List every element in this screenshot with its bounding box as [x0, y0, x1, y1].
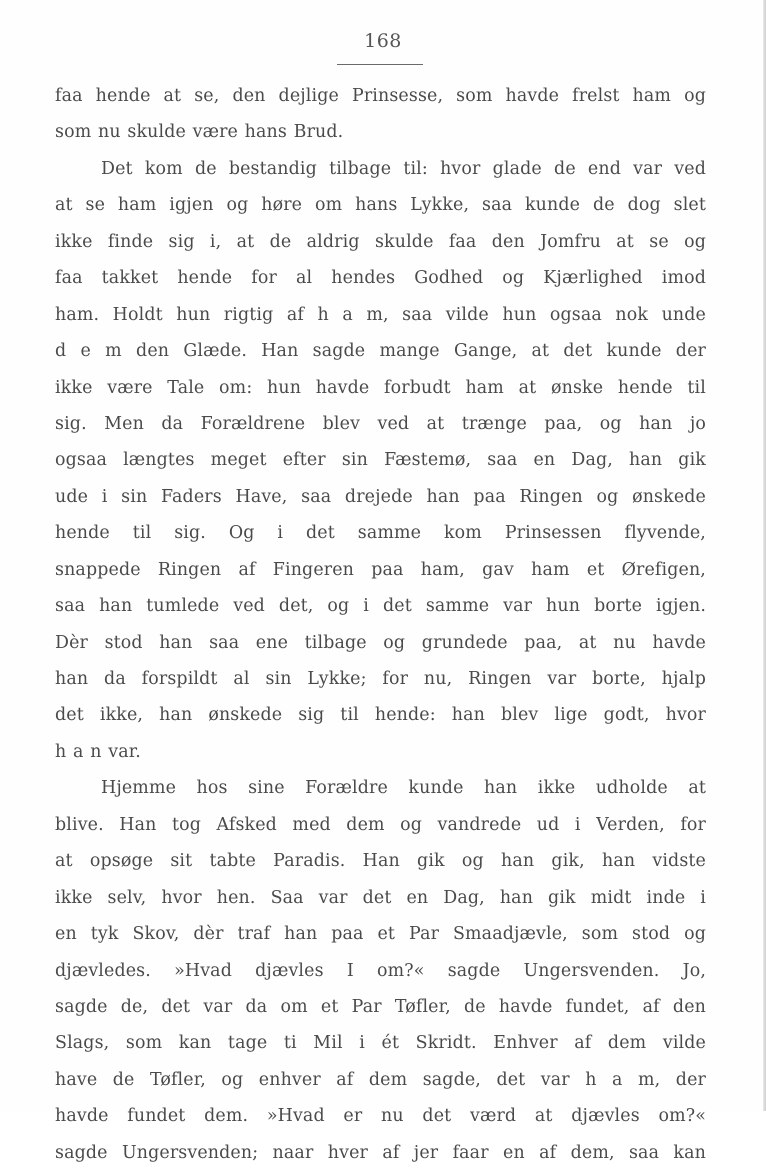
text-line: ude i sin Faders Have, saa drejede han paa Ringen og ønskede	[55, 486, 706, 507]
text-line: faa takket hende for al hendes Godhed og Kjærlighed imod	[55, 268, 706, 289]
text-line: d e m den Glæde. Han sagde mange Gange, at det kunde der	[55, 341, 706, 362]
text-line: ogsaa længtes meget efter sin Fæstemø, saa en Dag, han gik	[55, 450, 706, 471]
text-line: sagde Ungersvenden; naar hver af jer faar en af dem, saa kan	[55, 1142, 706, 1163]
text-line: sig. Men da Forældrene blev ved at trænge paa, og han jo	[55, 413, 706, 434]
text-line: Det kom de bestandig tilbage til: hvor glade de end var ved	[101, 158, 706, 179]
text-line: hende til sig. Og i det samme kom Prinsessen flyvende,	[55, 523, 706, 544]
text-line: ikke finde sig i, at de aldrig skulde faa den Jomfru at se og	[55, 231, 706, 252]
text-line: blive. Han tog Afsked med dem og vandrede ud i Verden, for	[55, 814, 706, 835]
body-text	[55, 78, 706, 1171]
text-line: ham. Holdt hun rigtig af h a m, saa vilde hun ogsaa nok unde	[55, 304, 706, 325]
text-line: have de Tøfler, og enhver af dem sagde, det var h a m, der	[55, 1069, 706, 1090]
text-line: at opsøge sit tabte Paradis. Han gik og han gik, han vidste	[55, 851, 706, 872]
text-line: Dèr stod han saa ene tilbage og grundede paa, at nu havde	[55, 632, 706, 653]
text-line: saa han tumlede ved det, og i det samme var hun borte igjen.	[55, 596, 706, 617]
text-line: sagde de, det var da om et Par Tøfler, de havde fundet, af den	[55, 996, 706, 1017]
text-line: det ikke, han ønskede sig til hende: han blev lige godt, hvor	[55, 705, 706, 726]
text-line: snappede Ringen af Fingeren paa ham, gav ham et Ørefigen,	[55, 559, 706, 580]
text-line: en tyk Skov, dèr traf han paa et Par Smaadjævle, som stod og	[55, 924, 706, 945]
text-line: at se ham igjen og høre om hans Lykke, saa kunde de dog slet	[55, 195, 706, 216]
text-line: som nu skulde være hans Brud.	[55, 122, 344, 143]
text-line: faa hende at se, den dejlige Prinsesse, som havde frelst ham og	[55, 86, 706, 106]
text-line: h a n var.	[55, 741, 141, 762]
text-line: han da forspildt al sin Lykke; for nu, Ringen var borte, hjalp	[55, 669, 706, 689]
text-line: ikke være Tale om: hun havde forbudt ham at ønske hende til	[55, 377, 706, 398]
text-line: ikke selv, hvor hen. Saa var det en Dag, han gik midt inde i	[55, 887, 706, 908]
page-number-rule	[337, 64, 423, 65]
page-number: 168	[364, 30, 402, 52]
text-line: havde fundet dem. »Hvad er nu det værd at djævles om?«	[55, 1106, 706, 1127]
text-line: Hjemme hos sine Forældre kunde han ikke udholde at	[101, 778, 706, 799]
text-line: Slags, som kan tage ti Mil i ét Skridt. Enhver af dem vilde	[55, 1033, 706, 1054]
text-line: djævledes. »Hvad djævles I om?« sagde Ungersvenden. Jo,	[55, 960, 706, 981]
